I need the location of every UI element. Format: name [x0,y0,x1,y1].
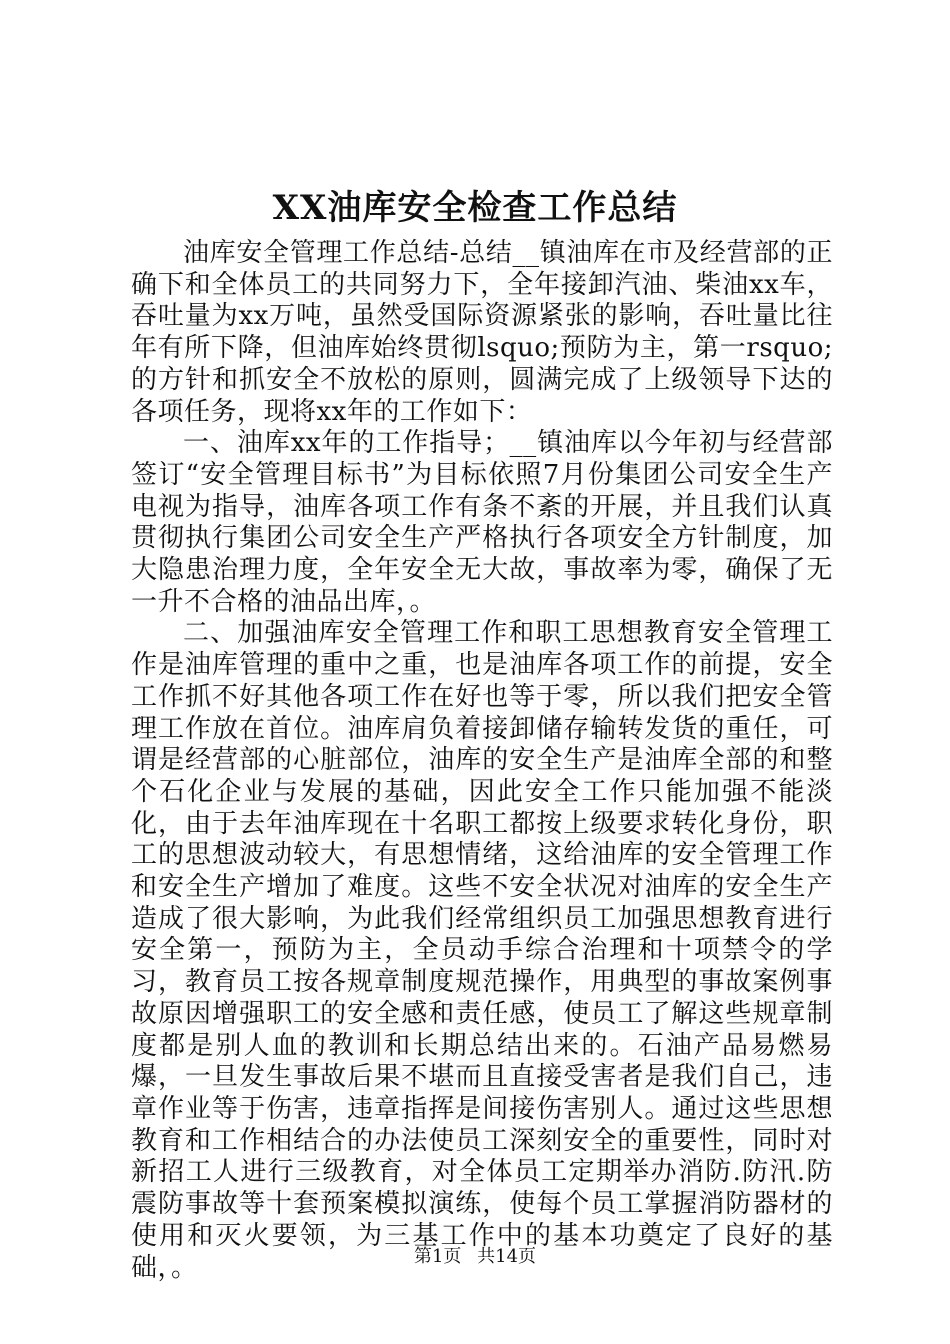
document-body [131,238,833,1284]
paragraph-intro: 油库安全管理工作总结-总结__镇油库在市及经营部的正确下和全体员工的共同努力下，全年接卸汽油、柴油xx车，吞吐量为xx万吨，虽然受国际资源紧张的影响，吞吐量比往年有所下降，但油库始终贯彻lsquo;预防为主，第一rsquo;的方针和抓安全不放松的原则，圆满完成了上级领导下达的各项任务，现将xx年的工作如下： [131,238,833,427]
paragraph-section-2: 二、加强油库安全管理工作和职工思想教育安全管理工作是油库管理的重中之重，也是油库各项工作的前提，安全工作抓不好其他各项工作在好也等于零，所以我们把安全管理工作放在首位。油库肩负着接卸储存输转发货的重任，可谓是经营部的心脏部位，油库的安全生产是油库全部的和整个石化企业与发展的基础，因此安全工作只能加强不能淡化，由于去年油库现在十名职工都按上级要求转化身份，职工的思想波动较大，有思想情绪，这给油库的安全管理工作和安全生产增加了难度。这些不安全状况对油库的安全生产造成了很大影响，为此我们经常组织员工加强思想教育进行安全第一，预防为主，全员动手综合治理和十项禁令的学习，教育员工按各规章制度规范操作，用典型的事故案例事故原因增强职工的安全感和责任感，使员工了解这些规章制度都是别人血的教训和长期总结出来的。石油产品易燃易爆，一旦发生事故后果不堪而且直接受害者是我们自己，违章作业等于伤害，违章指挥是间接伤害别人。通过这些思想教育和工作相结合的办法使员工深刻安全的重要性，同时对新招工人进行三级教育，对全体员工定期举办消防.防汛.防震防事故等十套预案模拟演练，使每个员工掌握消防器材的使用和灭火要领，为三基工作中的基本功奠定了良好的基础，。 [131,618,833,1283]
page-footer [0,1244,950,1270]
paragraph-section-1: 一、油库xx年的工作指导；__镇油库以今年初与经营部签订“安全管理目标书”为目标依照7月份集团公司安全生产电视为指导，油库各项工作有条不紊的开展，并且我们认真贯彻执行集团公司安全生产严格执行各项安全方针制度，加大隐患治理力度，全年安全无大故，事故率为零，确保了无一升不合格的油品出库，。 [131,428,833,617]
page-total: 共14页 [477,1246,537,1267]
page-number: 第1页 [413,1246,462,1267]
document-title: XX油库安全检查工作总结 [272,188,678,228]
